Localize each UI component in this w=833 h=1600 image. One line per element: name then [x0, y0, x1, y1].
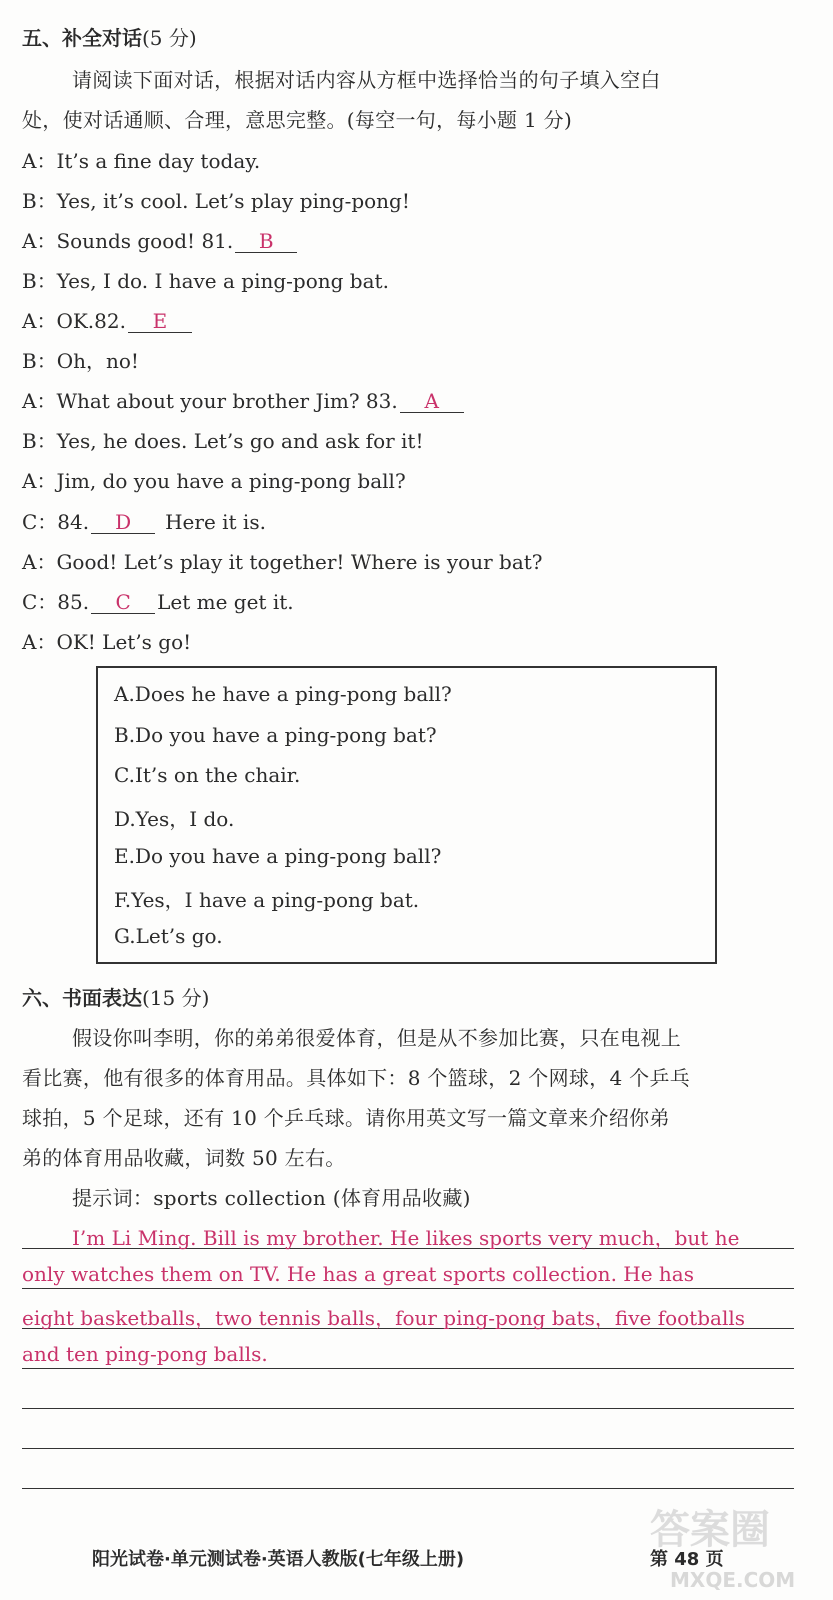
option-d: D.Yes，I do.: [114, 807, 235, 831]
dialogue-text: A：What about your brother Jim? 83.: [22, 389, 398, 413]
section6-hint: 提示词：sports collection (体育用品收藏): [72, 1186, 471, 1210]
essay-answer-line-1: I’m Li Ming. Bill is my brother. He likes sports very much，but he: [72, 1226, 740, 1250]
dialogue-text: C：84.: [22, 510, 90, 534]
writing-line: [22, 1448, 794, 1449]
writing-line: [22, 1288, 794, 1289]
dialogue-line-10: [22, 506, 266, 535]
dialogue-line-6: B：Oh，no!: [22, 349, 139, 373]
watermark-logo: 答案圈: [650, 1507, 770, 1553]
answer-blank-83: A: [400, 390, 464, 413]
dialogue-text: Here it is.: [165, 510, 266, 534]
dialogue-line-9: A：Jim, do you have a ping-pong ball?: [22, 469, 406, 493]
answer-blank-84: D: [91, 511, 155, 534]
footer-page-number: 第 48 页: [650, 1549, 724, 1570]
section6-points: (15 分): [142, 986, 210, 1010]
dialogue-line-8: B：Yes, he does. Let’s go and ask for it!: [22, 429, 424, 453]
dialogue-line-7: [22, 385, 464, 414]
footer-title: 阳光试卷·单元测试卷·英语人教版(七年级上册): [92, 1549, 465, 1570]
section5-title: [22, 22, 197, 51]
writing-line: [22, 1488, 794, 1489]
option-a: A.Does he have a ping-pong ball?: [114, 682, 452, 706]
section6-prompt-1: 假设你叫李明，你的弟弟很爱体育，但是从不参加比赛，只在电视上: [72, 1026, 681, 1050]
dialogue-text: C：85.: [22, 590, 90, 614]
watermark-url: MXQE.COM: [670, 1568, 796, 1592]
answer-blank-85: C: [91, 591, 155, 614]
dialogue-line-12: [22, 586, 294, 615]
answer-blank-81: B: [235, 230, 297, 253]
dialogue-line-2: B：Yes, it’s cool. Let’s play ping-pong!: [22, 189, 410, 213]
option-b: B.Do you have a ping-pong bat?: [114, 723, 437, 747]
dialogue-line-1: A：It’s a fine day today.: [22, 149, 261, 173]
essay-answer-line-4: and ten ping-pong balls.: [22, 1342, 268, 1366]
option-f: F.Yes，I have a ping-pong bat.: [114, 888, 420, 912]
section5-points: (5 分): [142, 26, 197, 50]
dialogue-line-3: [22, 225, 297, 254]
dialogue-text: Let me get it.: [157, 590, 294, 614]
section6-prompt-4: 弟的体育用品收藏，词数 50 左右。: [22, 1146, 346, 1170]
dialogue-text: A：Sounds good! 81.: [22, 229, 234, 253]
options-box: [96, 666, 717, 964]
dialogue-line-13: A：OK! Let’s go!: [22, 630, 192, 654]
section6-prompt-3: 球拍，5 个足球，还有 10 个乒乓球。请你用英文写一篇文章来介绍你弟: [22, 1106, 670, 1130]
section6-prompt-2: 看比赛，他有很多的体育用品。具体如下：8 个篮球，2 个网球，4 个乒乓: [22, 1066, 691, 1090]
essay-answer-line-2: only watches them on TV. He has a great sports collection. He has: [22, 1262, 694, 1286]
section5-title-text: 五、补全对话: [22, 26, 142, 50]
dialogue-text: A：OK.82.: [22, 309, 126, 333]
essay-answer-line-3: eight basketballs，two tennis balls，four ping-pong bats，five footballs: [22, 1306, 745, 1330]
section5-instructions-2: 处，使对话通顺、合理，意思完整。(每空一句，每小题 1 分): [22, 108, 573, 132]
option-c: C.It’s on the chair.: [114, 763, 301, 787]
writing-line: [22, 1368, 794, 1369]
option-e: E.Do you have a ping-pong ball?: [114, 844, 442, 868]
section5-instructions-1: 请阅读下面对话，根据对话内容从方框中选择恰当的句子填入空白: [72, 68, 661, 92]
writing-line: [22, 1408, 794, 1409]
answer-blank-82: E: [128, 310, 192, 333]
option-g: G.Let’s go.: [114, 924, 223, 948]
dialogue-line-5: [22, 305, 192, 334]
section6-title: [22, 982, 209, 1011]
dialogue-line-4: B：Yes, I do. I have a ping-pong bat.: [22, 269, 389, 293]
section6-title-text: 六、书面表达: [22, 986, 142, 1010]
dialogue-line-11: A：Good! Let’s play it together! Where is your bat?: [22, 550, 543, 574]
